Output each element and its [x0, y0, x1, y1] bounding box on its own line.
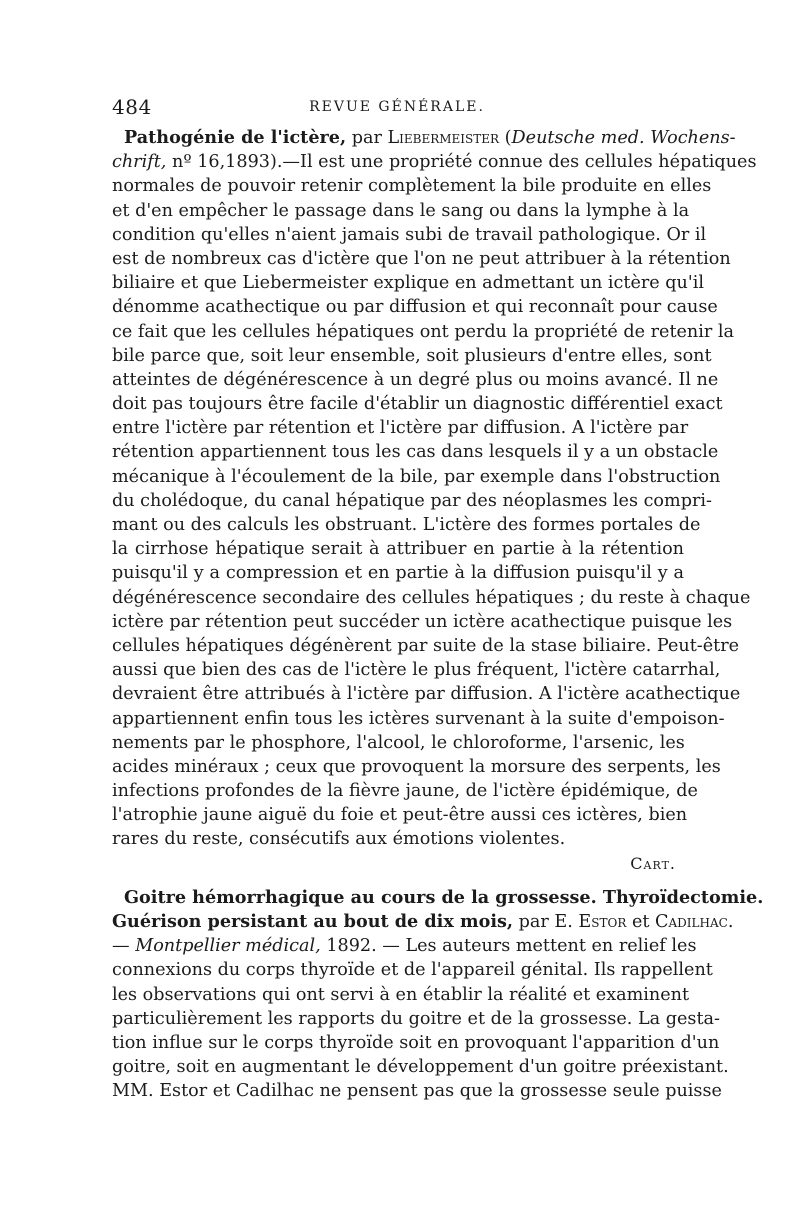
- article1-line: dégénérescence secondaire des cellules hépatiques ; du reste à chaque: [112, 587, 751, 608]
- article1-line: et d'en empêcher le passage dans le sang ou dans la lymphe à la: [112, 200, 690, 221]
- article2-journal-rest: 1892. — Les auteurs mettent en relief les: [326, 936, 697, 957]
- article1-line: biliaire et que Liebermeister explique en admettant un ictère qu'il: [112, 273, 704, 294]
- article1-line: mant ou des calculs les obstruant. L'ictère des formes portales de: [112, 515, 701, 535]
- article1-line: aussi que bien des cas de l'ictère le plus fréquent, l'ictère catarrhal,: [112, 660, 721, 681]
- article1-line: condition qu'elles n'aient jamais subi de travail pathologique. Or il: [112, 224, 707, 245]
- article1-line: acides minéraux ; ceux que provoquent la morsure des serpents, les: [112, 756, 721, 777]
- article2-line: les observations qui ont servi à en établir la réalité et examinent: [112, 984, 690, 1005]
- article1-line: mécanique à l'écoulement de la bile, par exemple dans l'obstruction: [112, 466, 721, 487]
- article1-line: atteintes de dégénérescence à un degré plus ou moins avancé. Il ne: [112, 369, 719, 390]
- text-block: [112, 126, 764, 1104]
- article2-line: particulièrement les rapports du goitre et de la grossesse. La gesta-: [112, 1008, 720, 1029]
- article1-source-journal-2: chrift,: [112, 152, 167, 173]
- article1-line: ce fait que les cellules hépatiques ont perdu la propriété de retenir la: [112, 321, 735, 342]
- article2-title-line-1: [112, 886, 764, 910]
- article2-line: tion influe sur le corps thyroïde soit en provoquant l'apparition d'un: [112, 1032, 720, 1053]
- article1-line: normales de pouvoir retenir complètement la bile produite en elles: [112, 176, 712, 197]
- article2-title-1: Goitre hémorrhagique au cours de la grossesse. Thyroïdectomie.: [124, 886, 764, 908]
- page-number: 484: [112, 95, 152, 119]
- article1-line: infections profondes de la fièvre jaune, de l'ictère épidémique, de: [112, 781, 698, 802]
- article1-line: rétention appartiennent tous les cas dans lesquels il y a un obstacle: [112, 442, 719, 463]
- article2-line: connexions du corps thyroïde et de l'appareil génital. Ils rappellent: [112, 960, 713, 981]
- article1-line: la cirrhose hépatique serait à attribuer en partie à la rétention: [112, 539, 684, 560]
- article1-source-journal: Deutsche med. Wochens-: [511, 128, 736, 148]
- article2-and: et: [631, 912, 650, 932]
- article2-author-1: Estor: [578, 912, 627, 932]
- article2-line: goitre, soit en augmentant le développement d'un goitre préexistant.: [112, 1057, 729, 1078]
- article1-second-line: [112, 150, 757, 174]
- article1-source-rest: nº 16,1893).—Il est une propriété connue des cellules hépatiques: [172, 152, 757, 173]
- article1-line: appartiennent enfin tous les ictères survenant à la suite d'empoison-: [112, 708, 725, 729]
- article1-line: nements par le phosphore, l'alcool, le chloroforme, l'arsenic, les: [112, 732, 685, 753]
- article1-line: devraient être attribués à l'ictère par diffusion. A l'ictère acathectique: [112, 684, 741, 705]
- article1-line: bile parce que, soit leur ensemble, soit plusieurs d'entre elles, sont: [112, 345, 712, 366]
- article1-line: doit pas toujours être facile d'établir un diagnostic différentiel exact: [112, 394, 723, 415]
- article1-title: Pathogénie de l'ictère,: [124, 127, 347, 148]
- article1-by: par: [351, 128, 382, 148]
- article1-author: Liebermeister: [387, 128, 500, 148]
- article1-line: cellules hépatiques dégénèrent par suite de la stase biliaire. Peut-être: [112, 635, 740, 656]
- article1-line: l'atrophie jaune aiguë du foie et peut-être aussi ces ictères, bien: [112, 805, 688, 826]
- article1-line: entre l'ictère par rétention et l'ictère par diffusion. A l'ictère par: [112, 418, 689, 439]
- article2-dash: —: [112, 936, 130, 957]
- article2-author-2: Cadilhac.: [655, 912, 734, 932]
- article2-journal: Montpellier médical,: [135, 936, 321, 957]
- article2-source-line: [112, 934, 697, 958]
- running-head: [112, 95, 682, 121]
- article2-by: par E.: [518, 912, 573, 932]
- running-title: REVUE GÉNÉRALE.: [309, 99, 485, 115]
- article1-line: est de nombreux cas d'ictère que l'on ne peut attribuer à la rétention: [112, 248, 731, 269]
- article1-signature: Cart.: [630, 853, 676, 873]
- article1-line: rares du reste, consécutifs aux émotions violentes.: [112, 829, 566, 850]
- article1-line: puisqu'il y a compression et en partie à la diffusion puisqu'il y a: [112, 563, 684, 584]
- article1-first-line: [112, 126, 736, 150]
- article2-title-2: Guérison persistant au bout de dix mois,: [112, 911, 514, 932]
- article2-title-line-2: [112, 910, 734, 934]
- section-gap: [112, 876, 684, 886]
- article1-line: dénomme acathectique ou par diffusion et qui reconnaît pour cause: [112, 297, 718, 318]
- article2-line: MM. Estor et Cadilhac ne pensent pas que la grossesse seule puisse: [112, 1081, 722, 1102]
- article1-paren: (: [504, 128, 512, 148]
- article1-line: du cholédoque, du canal hépatique par des néoplasmes les compri-: [112, 490, 712, 511]
- article1-line: ictère par rétention peut succéder un ictère acathectique puisque les: [112, 611, 733, 632]
